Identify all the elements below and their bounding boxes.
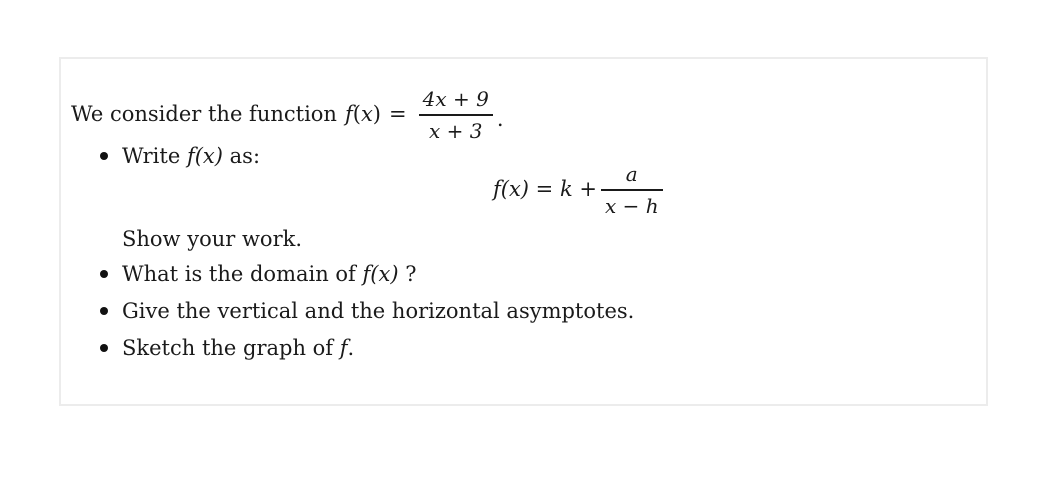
display-lhs: f(x) = k + [493,177,597,202]
bullet-label: Write [122,144,181,168]
display-numerator: a [625,162,638,186]
bullet-dot [100,270,108,278]
bullet-item-1 [122,146,260,167]
intro-numerator: 4x + 9 [422,87,489,111]
display-equation [493,164,667,216]
intro-period: . [496,107,504,132]
bullet-math: f(x) [186,144,223,168]
bullet-label: Give the vertical and the horizontal asymptotes. [122,299,635,323]
bullet-math: f [339,336,348,360]
bullet-label: Sketch the graph of [122,336,334,360]
intro-fraction [419,89,493,141]
bullet-suffix: ? [405,262,417,286]
fraction-bar [601,189,663,191]
bullet-dot [100,152,108,160]
fraction-bar [419,114,493,116]
bullet-dot [100,307,108,315]
bullet-suffix: . [347,336,355,360]
bullet-label: What is the domain of [122,262,356,286]
show-work-text: Show your work. [122,227,303,251]
intro-equals: = [389,102,407,127]
intro-fx: f(x) [344,102,381,127]
intro-denominator: x + 3 [428,118,483,143]
problem-card [59,57,988,406]
bullet-item-4 [122,338,354,359]
bullet-item-2 [122,264,417,285]
intro-line [71,89,504,141]
bullet-math: f(x) [362,262,399,286]
bullet-dot [100,344,108,352]
display-denominator: x − h [604,193,659,218]
intro-text: We consider the function [71,102,337,127]
bullet-item-3 [122,301,634,322]
bullet-suffix: as: [229,144,261,168]
display-fraction [601,164,663,216]
